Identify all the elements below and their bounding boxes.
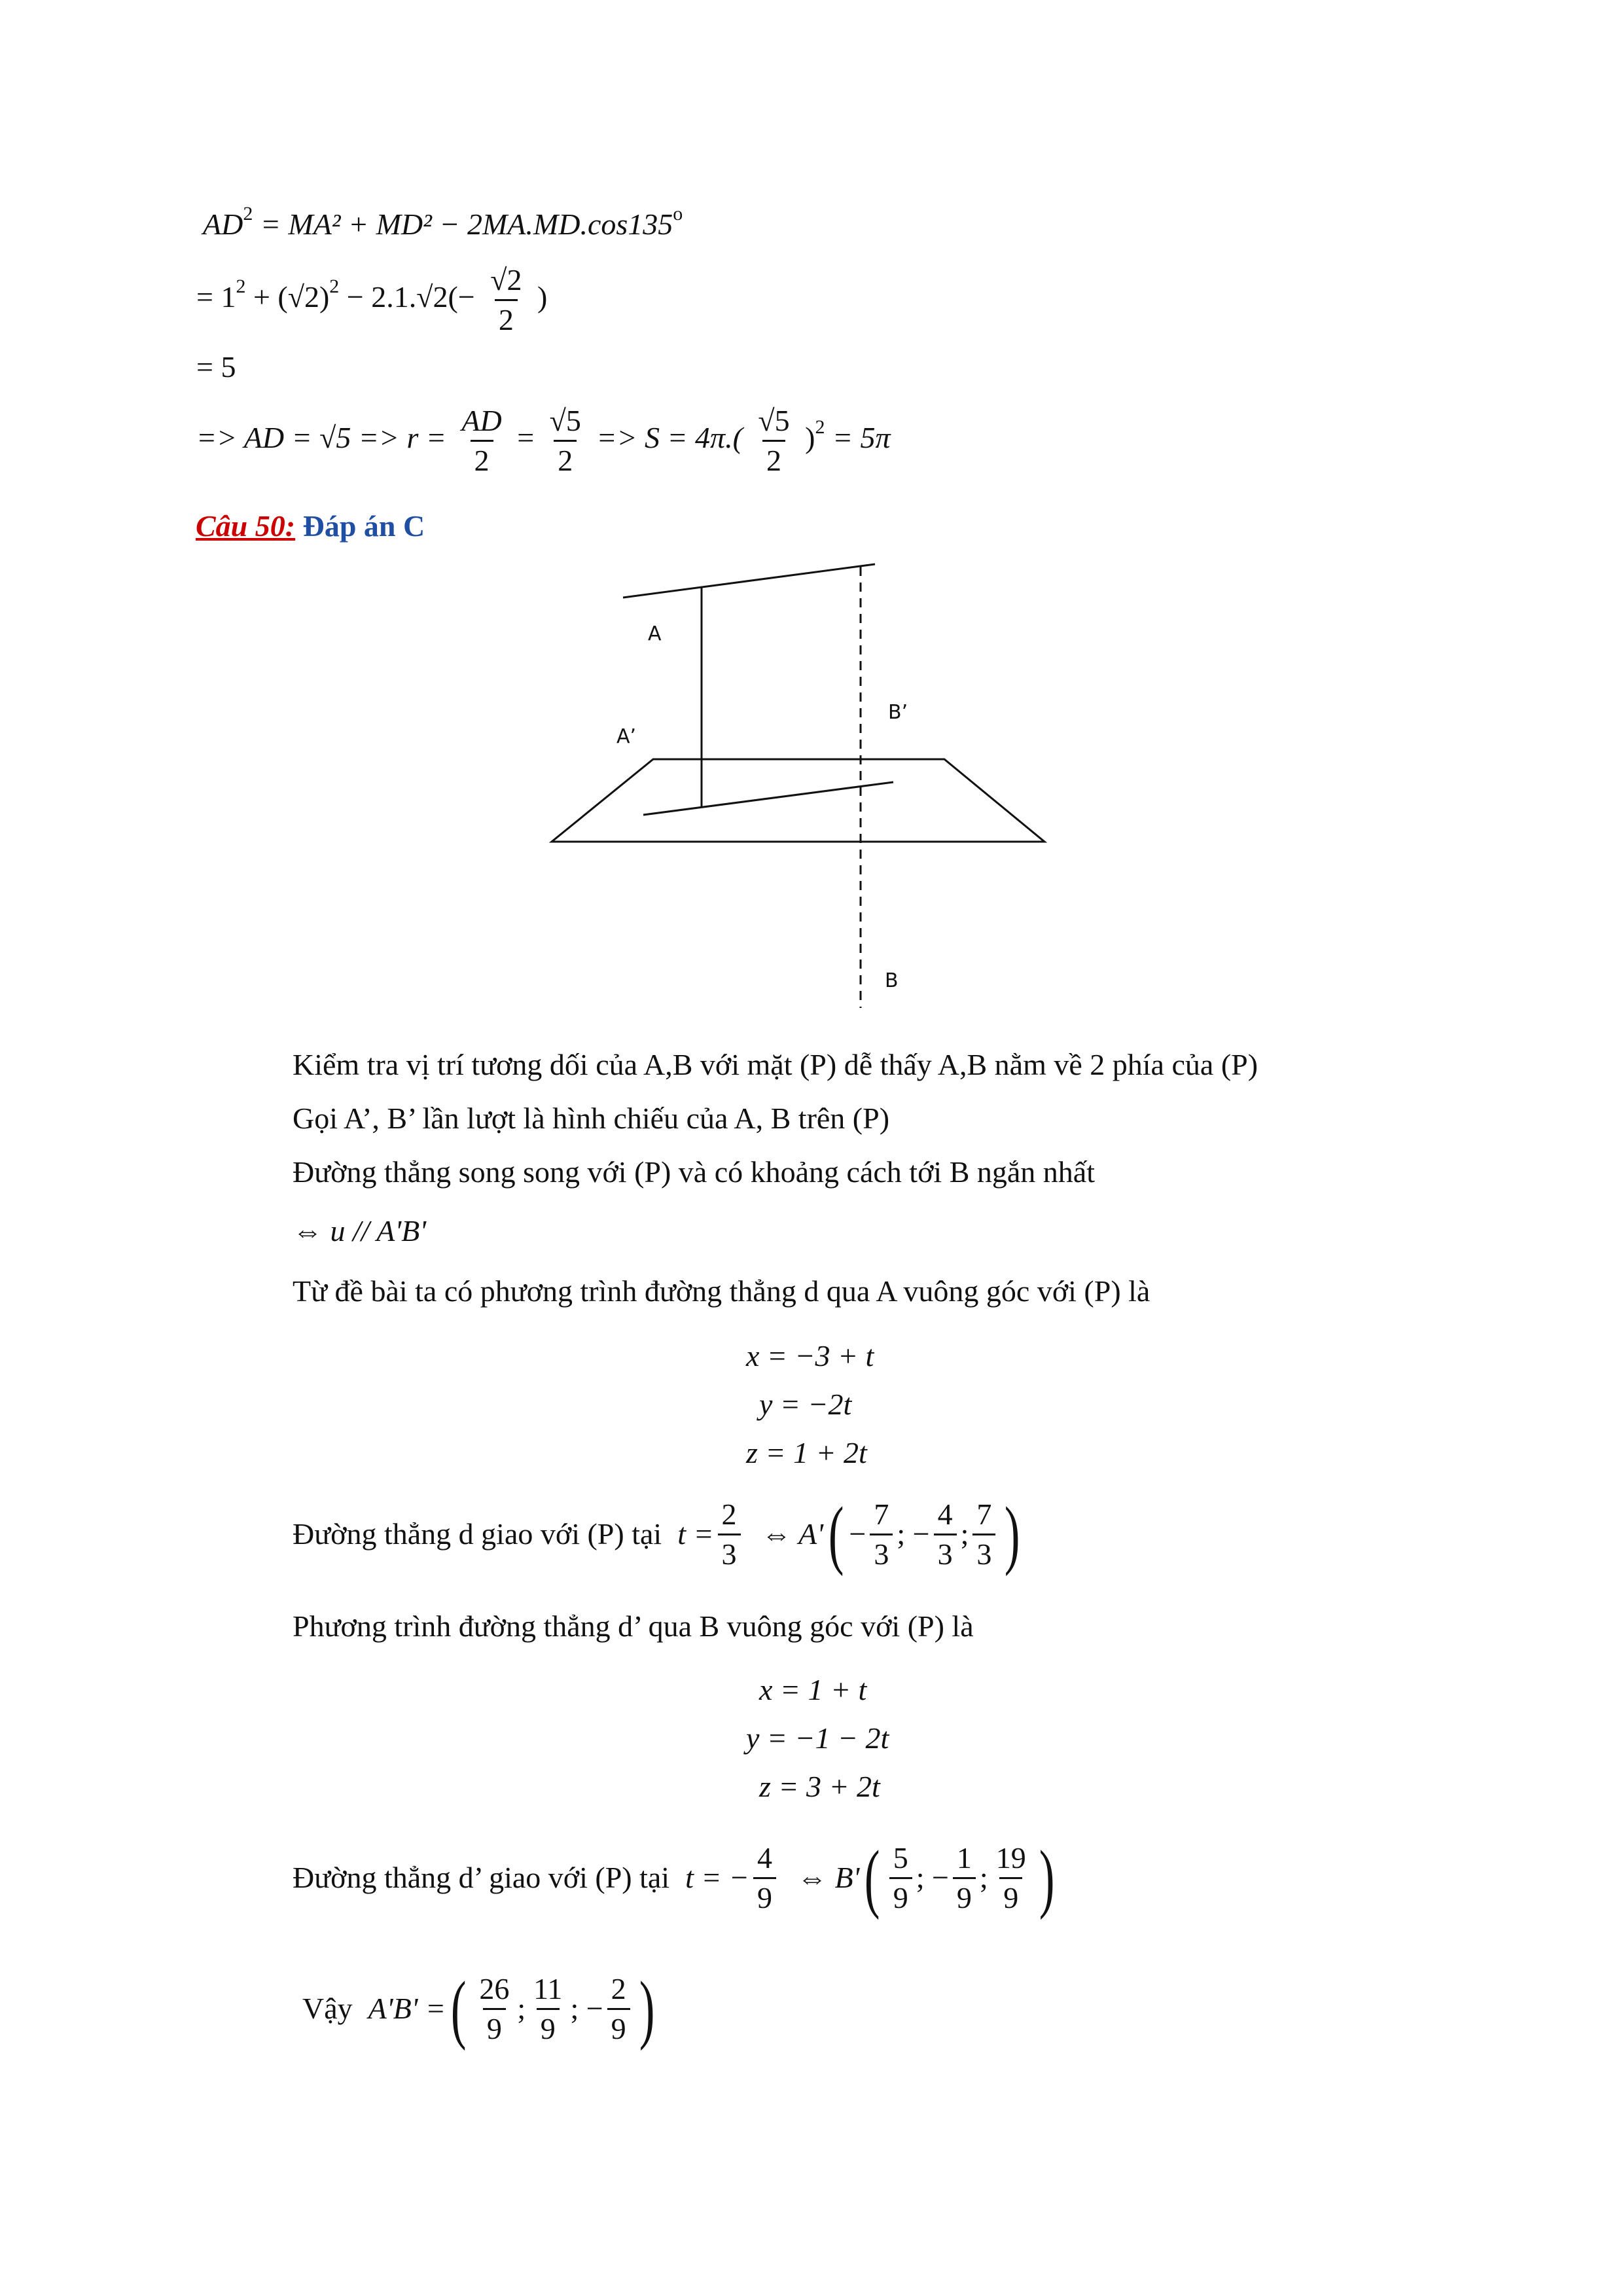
label-b-prime: B’ bbox=[888, 701, 908, 724]
p6-t-frac: $\frac{2}{3}$ bbox=[718, 1499, 741, 1570]
p8-text: Đường thẳng d’ giao với (P) tại bbox=[293, 1861, 670, 1894]
eq2-part-a: = 1 bbox=[196, 280, 236, 314]
system-dp-y: y = −1 − 2t bbox=[746, 1721, 889, 1755]
system-dp-z: z = 3 + 2t bbox=[759, 1770, 880, 1803]
eq3-text: = 5 bbox=[196, 350, 236, 384]
equation-line-2: = $1^2 + (√2)^2 - 2.1.√2(-$ $\frac{√2}{2}$ ) bbox=[196, 263, 548, 336]
label-b: B bbox=[885, 969, 899, 992]
projection-line bbox=[643, 782, 893, 815]
paragraph-1: Kiểm tra vị trí tương dối của A,B với mặt (P) dễ thấy A,B nằm về 2 phía của (P) bbox=[293, 1048, 1258, 1081]
p8-coord-2: $\frac{1}{9}$ bbox=[953, 1843, 976, 1913]
p8-t-frac: $\frac{4}{9}$ bbox=[753, 1843, 776, 1913]
system-d-y: y = −2t bbox=[759, 1388, 852, 1421]
paragraph-8: Đường thẳng d’ giao với (P) tại t = − $\frac{4}{9}$ ⇔ B' ( $\frac{5}{9}$ ; − $\frac{1}{9}$ ; $\frac{19}{9}$ ) bbox=[293, 1835, 1055, 1920]
p6-text: Đường thẳng d giao với (P) tại bbox=[293, 1517, 662, 1551]
p6-coord-2: $\frac{4}{3}$ bbox=[934, 1499, 957, 1570]
p6-coord-3: $\frac{7}{3}$ bbox=[972, 1499, 995, 1570]
label-a-prime: A’ bbox=[616, 725, 637, 748]
equation-line-1: $AD^2 = MA^2 + MD^2 - 2MA.MD.\cos 135^o$ bbox=[203, 203, 683, 241]
p8-t: t = − bbox=[685, 1861, 749, 1894]
p9-vector: A'B' = bbox=[368, 1992, 446, 2025]
eq2-part-d: ) bbox=[537, 280, 548, 314]
eq1-rhs: = MA² + MD² − 2MA.MD.cos135 bbox=[260, 207, 673, 241]
eq4-frac-sqrt5: $\frac{√5}{2}$ bbox=[549, 404, 581, 477]
eq4-equals: = bbox=[517, 421, 535, 455]
eq4-part2: => S = 4π.( bbox=[596, 421, 743, 455]
plane-p bbox=[552, 759, 1044, 842]
eq2-fraction: $\frac{√2}{2}$ bbox=[490, 263, 522, 336]
p6-point: ⇔ A' bbox=[761, 1517, 824, 1551]
p9-coord-2: $\frac{11}{9}$ bbox=[533, 1971, 563, 2045]
paragraph-7: Phương trình đường thẳng d’ qua B vuông góc với (P) là bbox=[293, 1609, 974, 1643]
equation-line-4: => AD = √5 => r = $\frac{AD}{2}$ = $\frac{√5}{2}$ => S = 4π.( $\frac{√5}{2}$ )$^2$ = 5π bbox=[196, 404, 891, 477]
eq2-part-b: + (√2) bbox=[253, 280, 330, 314]
eq4-part3: ) bbox=[805, 421, 815, 455]
paragraph-5: Từ đề bài ta có phương trình đường thẳng d qua A vuông góc với (P) là bbox=[293, 1274, 1150, 1308]
p8-point: ⇔ B' bbox=[796, 1861, 860, 1894]
vector-parallel-statement: ⇔ u // A'B' bbox=[293, 1214, 427, 1247]
p8-coord-3: $\frac{19}{9}$ bbox=[995, 1840, 1026, 1914]
system-d-z: z = 1 + 2t bbox=[746, 1436, 867, 1469]
label-a: A bbox=[648, 622, 662, 645]
eq4-part1: => AD = √5 => r = bbox=[196, 421, 446, 455]
paragraph-4 bbox=[293, 1216, 426, 1246]
answer-label: Đáp án C bbox=[302, 509, 425, 543]
question-label: Câu 50: bbox=[196, 509, 296, 543]
p8-coord-1: $\frac{5}{9}$ bbox=[889, 1843, 912, 1913]
system-d-x: x = −3 + t bbox=[746, 1339, 874, 1372]
paragraph-2: Gọi A’, B’ lần lượt là hình chiếu của A, B trên (P) bbox=[293, 1102, 890, 1135]
eq2-part-c: − 2.1.√2(− bbox=[346, 280, 475, 314]
p6-coord-1: $\frac{7}{3}$ bbox=[870, 1499, 893, 1570]
paragraph-6: Đường thẳng d giao với (P) tại t = $\frac{2}{3}$ ⇔ A' ( − $\frac{7}{3}$ ; − $\frac{4}{3}$ ; $\frac{7}{3}$ ) bbox=[293, 1491, 1020, 1577]
p9-coord-3: $\frac{2}{9}$ bbox=[607, 1974, 630, 2044]
system-dp-x: x = 1 + t bbox=[759, 1673, 867, 1706]
p9-coord-1: $\frac{26}{9}$ bbox=[479, 1971, 510, 2045]
eq4-frac-ad: $\frac{AD}{2}$ bbox=[461, 404, 502, 477]
paragraph-9: Vậy A'B' = ( $\frac{26}{9}$ ; $\frac{11}{9}$ ; − $\frac{2}{9}$ ) bbox=[302, 1965, 655, 2051]
line-top bbox=[623, 564, 875, 598]
eq4-frac-sqrt5-b: $\frac{√5}{2}$ bbox=[758, 404, 790, 477]
eq4-part4: = 5π bbox=[832, 421, 891, 455]
system-d bbox=[746, 1338, 874, 1484]
eq1-lhs: AD bbox=[203, 207, 243, 241]
paragraph-3: Đường thẳng song song với (P) và có khoảng cách tới B ngắn nhất bbox=[293, 1155, 1095, 1189]
degree-symbol: o bbox=[673, 203, 683, 224]
p9-text: Vậy bbox=[302, 1992, 353, 2025]
p6-t: t = bbox=[677, 1517, 714, 1551]
system-d-prime bbox=[746, 1672, 889, 1818]
